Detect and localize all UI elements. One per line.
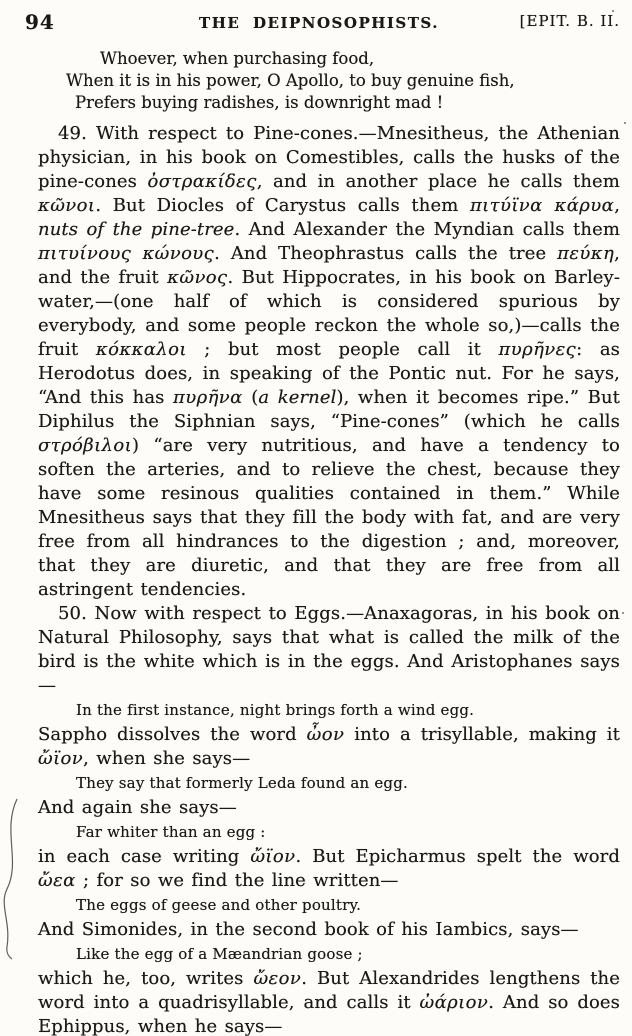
verse-line: When it is in his power, O Apollo, to buy genuine fish, bbox=[66, 71, 515, 90]
quote-leda: They say that formerly Leda found an egg. bbox=[76, 774, 409, 792]
quote-wind-egg: In the first instance, night brings forth a wind egg. bbox=[76, 701, 475, 719]
verse-line: Prefers buying radishes, is downright mad ! bbox=[75, 93, 444, 112]
paragraph-simonides: And Simonides, in the second book of his Iambics, says— bbox=[38, 919, 579, 940]
paragraph-again: And again she says— bbox=[38, 797, 237, 818]
paragraph-49: 49. With respect to Pine-cones.—Mnesitheus, the Athenian physician, in his book on Comestibles, calls the husks of the pine-cones ὀστρακίδες, and in another place he calls them κῶνοι. But Diocles of Carystus calls them πιτύϊνα κάρυα, nuts of the pine-tree. And Alexander the Myndian calls them πιτυίνους κώνους. And Theophrastus calls the tree πεύκη, and the fruit κῶνος. But Hippocrates, in his book on Barley-water,—(one half of which is considered spurious by everybody, and some people reckon the whole so,)—calls the fruit κόκκαλοι ; but most people call it πυρῆνες: as Herodotus does, in speaking of the Pontic nut. For he says, “And this has πυρῆνα (a kernel), when it becomes ripe.” But Diphilus the Siphnian says, “Pine-cones” (which he calls στρόβιλοι) “are very nutritious, and have a tendency to soften the arteries, and to relieve the chest, because they have some resinous qualities contained in them.” While Mnesitheus says that they fill the body with fat, and are very free from all hindrances to the digestion ; and, moreover, that they are diuretic, and that they are free from all astringent tendencies. bbox=[38, 123, 621, 600]
running-title: THE DEIPNOSOPHISTS. bbox=[199, 14, 439, 32]
opening-verse bbox=[38, 48, 620, 114]
paragraph-50: 50. Now with respect to Eggs.—Anaxagoras, in his book on Natural Philosophy, says that what is called the milk of the bird is the white which is in the eggs. And Aristophanes says— bbox=[38, 603, 620, 696]
paragraph-sappho: Sappho dissolves the word ὦον into a trisyllable, making it ὤϊον, when she says— bbox=[38, 724, 620, 769]
quote-geese: The eggs of geese and other poultry. bbox=[76, 896, 362, 914]
paragraph-epicharmus: in each case writing ὤϊον. But Epicharmus spelt the word ὤεα ; for so we find the line written— bbox=[38, 846, 620, 891]
running-header bbox=[25, 10, 620, 36]
verse-line: Whoever, when purchasing food, bbox=[100, 49, 375, 68]
page-number: 94 bbox=[25, 10, 55, 34]
edition-reference: [EPIT. B. II. bbox=[519, 12, 620, 30]
scan-hair-artifact bbox=[0, 795, 26, 960]
scan-speck bbox=[612, 10, 614, 12]
quote-maeandrian: Like the egg of a Mæandrian goose ; bbox=[76, 945, 363, 963]
scan-speck bbox=[622, 612, 624, 614]
quote-whiter: Far whiter than an egg : bbox=[76, 823, 266, 841]
paragraph-closing: which he, too, writes ὤεον. But Alexandrides lengthens the word into a quadrisyllable, and calls it ὠάριον. And so does Ephippus, when he says— bbox=[38, 968, 621, 1036]
scan-speck bbox=[624, 122, 626, 124]
